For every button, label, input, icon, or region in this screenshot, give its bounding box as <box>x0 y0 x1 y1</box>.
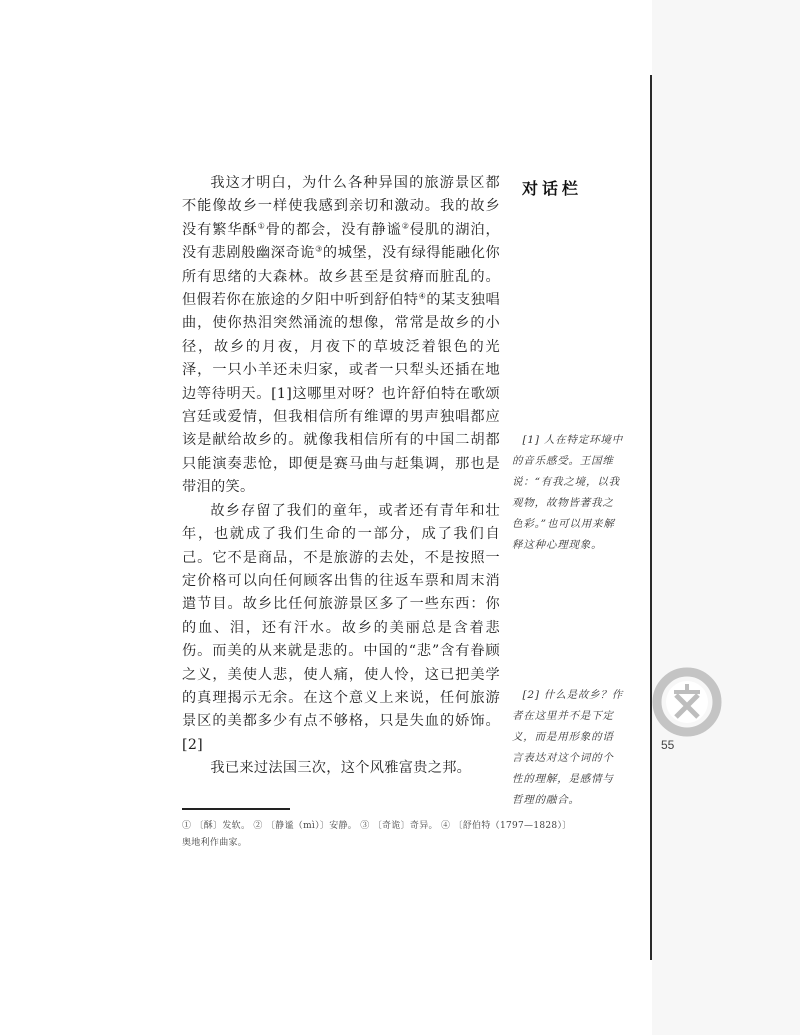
footnote-line: ① 〔酥〕发软。 ② 〔静谧（mì）〕安静。 ③ 〔奇诡〕奇异。 ④ 〔舒伯特（1797—1828）〕 <box>182 821 572 831</box>
note-marker: [2] <box>522 689 540 701</box>
sidebar-note-2 <box>512 685 624 811</box>
paragraph-1: 我这才明白，为什么各种异国的旅游景区都不能像故乡一样使我感到亲切和激动。我的故乡没有繁华酥①骨的都会，没有静谧②侵肌的湖泊，没有悲剧般幽深奇诡③的城堡，没有绿得能融化你所有思绪的大森林。故乡甚至是贫瘠而脏乱的。但假若你在旅途的夕阳中听到舒伯特④的某支独唱曲，使你热泪突然涌流的想像，常常是故乡的小径，故乡的月夜，月夜下的草坡泛着银色的光泽，一只小羊还未归家，或者一只犁头还插在地边等待明天。[1]这哪里对呀？也许舒伯特在歌颂宫廷或爱情，但我相信所有维谭的男声独唱都应该是献给故乡的。就像我相信所有的中国二胡都只能演奏悲怆，即便是赛马曲与赶集调，那也是带泪的笑。 <box>182 175 500 496</box>
page-number: 55 <box>661 738 675 752</box>
note-text: 什么是故乡？作者在这里并不是下定义，而是用形象的语言表达对这个词的个性的理解，是感情与哲理的融合。 <box>512 689 624 806</box>
footnote-line: 奥地利作曲家。 <box>182 838 248 848</box>
paragraph-3: 我已来过法国三次，这个风雅富贵之邦。 <box>210 760 472 777</box>
paragraph-2: 故乡存留了我们的童年，或者还有青年和壮年，也就成了我们生命的一部分，成了我们自己。它不是商品，不是旅游的去处，不是按照一定价格可以向任何顾客出售的往返车票和周末消遣节目。故乡比任何旅游景区多了一些东西：你的血、泪，还有汗水。故乡的美丽总是含着悲伤。而美的从来就是悲的。中国的“悲”含有眷顾之义，美使人悲，使人痛，使人怜，这已把美学的真理揭示无余。在这个意义上来说，任何旅游景区的美都多少有点不够格，只是失血的娇饰。[2] <box>182 502 500 753</box>
footnote-rule <box>182 808 290 810</box>
sidebar-title: 对话栏 <box>522 179 583 198</box>
vertical-rule <box>650 75 652 960</box>
footnote-ref-2: ② <box>401 221 410 231</box>
footnotes <box>182 818 622 852</box>
main-text <box>182 172 500 781</box>
footnote-ref-1: ① <box>257 221 266 231</box>
wen-emblem-icon <box>652 667 722 737</box>
sidebar-note-1 <box>512 430 624 556</box>
footnote-ref-3: ③ <box>315 244 323 254</box>
margin-panel <box>652 0 800 1035</box>
footnote-ref-4: ④ <box>418 291 427 301</box>
note-text: 人在特定环境中的音乐感受。王国维说：“有我之境，以我观物，故物皆著我之色彩。”也可以用来解释这种心理现象。 <box>512 434 624 551</box>
note-marker: [1] <box>522 434 540 446</box>
